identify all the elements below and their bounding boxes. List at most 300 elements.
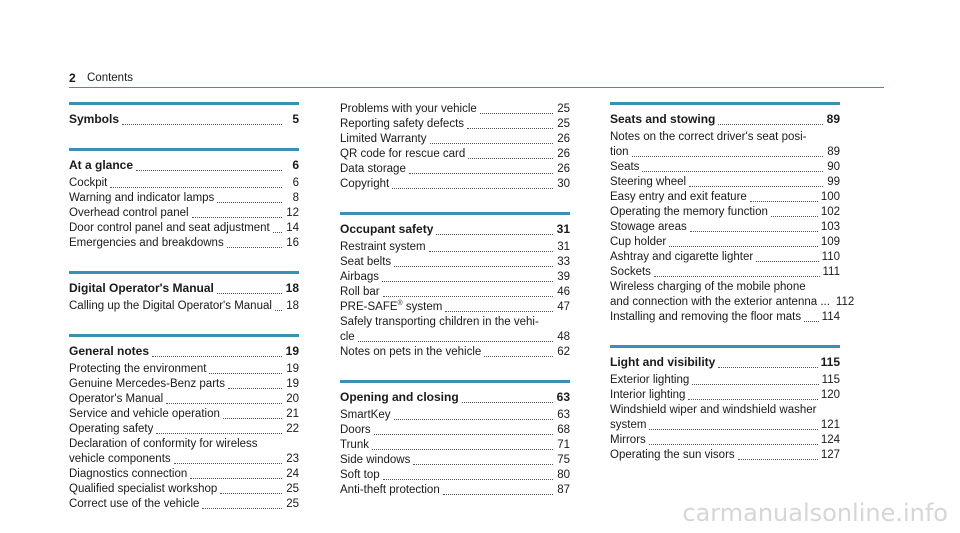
toc-entry[interactable]: [69, 437, 299, 452]
section-rule: [69, 102, 299, 105]
entry-text: Genuine Mercedes-Benz parts: [69, 378, 225, 390]
entry-title: [610, 250, 753, 265]
dot-leader: [467, 118, 553, 129]
entry-title: [610, 235, 666, 250]
entry-title: [340, 483, 440, 498]
section-rule: [69, 334, 299, 337]
toc-section: [69, 102, 299, 128]
toc-section: [69, 148, 299, 251]
entry-text: Operating the sun visors: [610, 449, 735, 461]
dot-leader: [275, 300, 282, 311]
toc-entry[interactable]: [610, 190, 840, 205]
heading-title: General notes: [69, 344, 150, 358]
toc-entry[interactable]: [340, 147, 570, 162]
toc-entry[interactable]: [610, 295, 855, 310]
entry-text: and connection with the exterior antenna ...: [610, 296, 830, 308]
entry-text: tion: [610, 146, 629, 158]
dot-leader: [804, 311, 819, 322]
heading-page: 31: [556, 222, 570, 236]
entry-text: Anti-theft protection: [340, 484, 440, 496]
dot-leader: [358, 331, 553, 342]
entry-title: [340, 132, 427, 147]
dot-leader: [718, 114, 823, 125]
entry-text: Windshield wiper and windshield washer: [610, 404, 817, 416]
entry-text: Cockpit: [69, 177, 108, 189]
entry-title: [69, 191, 214, 206]
entry-text: Calling up the Digital Operator's Manual: [69, 300, 272, 312]
entry-page: 71: [557, 439, 570, 451]
entry-text: Qualified specialist workshop: [69, 483, 218, 495]
dot-leader: [394, 409, 554, 420]
dot-leader: [718, 357, 817, 368]
toc-section: [69, 334, 299, 512]
entry-title: [69, 452, 171, 467]
entry-text: PRE-SAFE: [340, 301, 398, 313]
entry-text: Trunk: [340, 439, 369, 451]
entry-page: 124: [820, 434, 840, 446]
section-rule: [69, 271, 299, 274]
heading-page: 63: [556, 390, 570, 404]
toc-heading[interactable]: [340, 220, 570, 238]
entry-page: 33: [557, 256, 570, 268]
entry-page: 103: [820, 221, 840, 233]
entry-page: 30: [557, 178, 570, 190]
dot-leader: [217, 283, 282, 294]
entry-page: 120: [820, 389, 840, 401]
toc-heading[interactable]: [610, 110, 840, 128]
toc-entry[interactable]: [69, 191, 299, 206]
entry-title: [69, 176, 107, 191]
dot-leader: [480, 103, 553, 114]
dot-leader: [771, 206, 818, 217]
watermark: carmanualsonline.info: [682, 499, 948, 527]
entry-title: [69, 236, 224, 251]
toc-entry[interactable]: [340, 270, 570, 285]
entry-text: system: [610, 419, 647, 431]
entry-title: [610, 160, 639, 175]
entry-page: 18: [286, 300, 299, 312]
dot-leader: [192, 207, 282, 218]
heading-title: Seats and stowing: [610, 112, 716, 126]
entry-title: [610, 145, 629, 160]
toc-entry[interactable]: [340, 423, 570, 438]
entry-title: [340, 117, 464, 132]
dot-leader: [632, 146, 823, 157]
dot-leader: [654, 266, 820, 277]
toc-column-2: [340, 102, 570, 518]
dot-leader: [468, 148, 553, 159]
toc-entry[interactable]: [610, 448, 840, 463]
entry-text: Roll bar: [340, 286, 380, 298]
entry-page: 25: [286, 498, 299, 510]
entry-text: Wireless charging of the mobile phone: [610, 281, 806, 293]
toc-entry[interactable]: [340, 408, 570, 423]
entry-text: Data storage: [340, 163, 406, 175]
dot-leader: [152, 346, 282, 357]
toc-entry[interactable]: [69, 377, 299, 392]
toc-section: [340, 212, 570, 360]
dot-leader: [220, 483, 282, 494]
entry-page: 6: [292, 177, 299, 189]
entry-text-suffix: system: [402, 301, 443, 313]
entry-title: [610, 433, 646, 448]
toc-entry[interactable]: [340, 315, 570, 330]
entry-page: 25: [286, 483, 299, 495]
entry-text: Reporting safety defects: [340, 118, 465, 130]
entry-title: [610, 418, 646, 433]
toc-entry[interactable]: [610, 235, 840, 250]
entry-title: [610, 175, 686, 190]
dot-leader: [383, 469, 553, 480]
dot-leader: [217, 192, 282, 203]
dot-leader: [738, 449, 818, 460]
entry-page: 39: [557, 271, 570, 283]
toc-entry[interactable]: [69, 221, 299, 236]
entry-title: [69, 467, 187, 482]
entry-page: 111: [822, 266, 840, 278]
entry-text: Installing and removing the floor mats: [610, 311, 802, 323]
entry-text: Operating safety: [69, 423, 154, 435]
dot-leader: [374, 424, 553, 435]
entry-page: 12: [286, 207, 299, 219]
entry-text: Door control panel and seat adjustment: [69, 222, 270, 234]
entry-page: 114: [821, 311, 840, 323]
entry-page: 115: [821, 374, 840, 386]
entry-page: 87: [557, 484, 570, 496]
entry-page: 26: [557, 133, 570, 145]
dot-leader: [383, 286, 553, 297]
entry-title: [340, 285, 380, 300]
entry-text: Restraint system: [340, 241, 426, 253]
entry-title: [69, 362, 206, 377]
heading-title: At a glance: [69, 158, 134, 172]
entry-text: Seat belts: [340, 256, 392, 268]
dot-leader: [413, 454, 553, 465]
dot-leader: [223, 408, 282, 419]
heading-title: Symbols: [69, 112, 120, 126]
entry-text: Side windows: [340, 454, 411, 466]
entry-title: [340, 147, 465, 162]
dot-leader: [166, 393, 282, 404]
entry-title: [340, 162, 406, 177]
entry-title: [340, 408, 391, 423]
toc-heading[interactable]: [69, 156, 299, 174]
toc-column-3: [610, 102, 855, 483]
entry-title: [340, 330, 355, 345]
dot-leader: [750, 191, 818, 202]
toc-entry[interactable]: [69, 236, 299, 251]
toc-entry[interactable]: [69, 176, 299, 191]
toc-column-1: [69, 102, 299, 532]
dot-leader: [190, 468, 282, 479]
entry-text: Interior lighting: [610, 389, 686, 401]
toc-entry[interactable]: [610, 250, 840, 265]
entry-title: [610, 295, 830, 310]
toc-entry[interactable]: [610, 220, 840, 235]
heading-page: 6: [292, 158, 299, 172]
entry-text: Easy entry and exit feature: [610, 191, 747, 203]
heading-page: 5: [292, 112, 299, 126]
toc-heading[interactable]: [340, 388, 570, 406]
toc-entry[interactable]: [340, 240, 570, 255]
toc-entry[interactable]: [340, 177, 570, 192]
toc-entry[interactable]: [69, 422, 299, 437]
dot-leader: [462, 392, 553, 403]
entry-title: [340, 453, 410, 468]
dot-leader: [756, 251, 818, 262]
toc-section: [340, 102, 570, 192]
entry-text: Operating the memory function: [610, 206, 768, 218]
entry-title: [340, 345, 481, 360]
toc-entry[interactable]: [69, 482, 299, 497]
dot-leader: [436, 224, 553, 235]
toc-entry[interactable]: [69, 467, 299, 482]
entry-page: 102: [820, 206, 840, 218]
toc-heading[interactable]: [69, 342, 299, 360]
heading-page: 19: [285, 344, 299, 358]
entry-page: 109: [820, 236, 840, 248]
dot-leader: [669, 236, 818, 247]
entry-title: [340, 240, 426, 255]
dot-leader: [484, 346, 553, 357]
entry-page: 99: [827, 176, 840, 188]
entry-title: [69, 392, 163, 407]
heading-title: Digital Operator's Manual: [69, 281, 214, 295]
entry-text: QR code for rescue card: [340, 148, 466, 160]
entry-page: 90: [827, 161, 840, 173]
toc-entry[interactable]: [340, 285, 570, 300]
entry-text: Airbags: [340, 271, 379, 283]
dot-leader: [394, 256, 553, 267]
toc-entry[interactable]: [340, 102, 570, 117]
entry-page: 22: [286, 423, 299, 435]
heading-page: 89: [826, 112, 840, 126]
dot-leader: [649, 419, 817, 430]
toc-entry[interactable]: [340, 483, 570, 498]
toc-entry[interactable]: [610, 130, 840, 145]
entry-text: Overhead control panel: [69, 207, 189, 219]
entry-page: 20: [286, 393, 299, 405]
dot-leader: [642, 161, 823, 172]
dot-leader: [692, 374, 818, 385]
entry-text: Ashtray and cigarette lighter: [610, 251, 754, 263]
entry-page: 75: [557, 454, 570, 466]
toc-entry[interactable]: [340, 300, 570, 315]
toc-entry[interactable]: [340, 453, 570, 468]
entry-title: [340, 438, 369, 453]
entry-page: 46: [557, 286, 570, 298]
toc-heading[interactable]: [69, 279, 299, 297]
dot-leader: [649, 434, 818, 445]
entry-title: [340, 300, 442, 315]
dot-leader: [688, 389, 817, 400]
entry-text: vehicle components: [69, 453, 171, 465]
entry-title: [340, 177, 389, 192]
page-header: [69, 71, 884, 87]
entry-title: [610, 281, 806, 293]
toc-heading[interactable]: [610, 353, 840, 371]
toc-entry[interactable]: [340, 117, 570, 132]
entry-title: [69, 206, 189, 221]
entry-page: 48: [557, 331, 570, 343]
entry-page: 80: [557, 469, 570, 481]
toc-heading[interactable]: [69, 110, 299, 128]
dot-leader: [227, 237, 282, 248]
toc-entry[interactable]: [69, 299, 299, 314]
toc-entry[interactable]: [610, 310, 840, 325]
dot-leader: [209, 363, 282, 374]
dot-leader: [136, 160, 282, 171]
toc-entry[interactable]: [69, 392, 299, 407]
entry-page: 62: [557, 346, 570, 358]
entry-page: 24: [286, 468, 299, 480]
entry-page: 121: [820, 419, 840, 431]
toc-entry[interactable]: [69, 407, 299, 422]
entry-title: [340, 316, 539, 328]
toc-entry[interactable]: [340, 438, 570, 453]
entry-page: 127: [820, 449, 840, 461]
section-rule: [610, 102, 840, 105]
toc-entry[interactable]: [69, 497, 299, 512]
section-rule: [340, 212, 570, 215]
dot-leader: [689, 176, 823, 187]
dot-leader: [122, 114, 282, 125]
entry-page: 31: [557, 241, 570, 253]
entry-page: 8: [292, 192, 299, 204]
toc-entry[interactable]: [610, 145, 840, 160]
entry-text: Copyright: [340, 178, 390, 190]
entry-title: [610, 265, 651, 280]
toc-entry[interactable]: [340, 345, 570, 360]
toc-section: [610, 345, 840, 463]
entry-title: [69, 377, 225, 392]
entry-text: Operator's Manual: [69, 393, 164, 405]
entry-text: Soft top: [340, 469, 380, 481]
toc-entry[interactable]: [69, 362, 299, 377]
toc-entry[interactable]: [610, 205, 840, 220]
entry-title: [69, 407, 220, 422]
entry-page: 68: [557, 424, 570, 436]
entry-text: Declaration of conformity for wireless: [69, 438, 258, 450]
dot-leader: [445, 301, 553, 312]
toc-entry[interactable]: [610, 160, 840, 175]
entry-text: Protecting the environment: [69, 363, 207, 375]
section-rule: [340, 380, 570, 383]
toc-section: [610, 102, 855, 325]
entry-text: Sockets: [610, 266, 651, 278]
dot-leader: [372, 439, 553, 450]
toc-entry[interactable]: [610, 418, 840, 433]
toc-entry[interactable]: [610, 175, 840, 190]
header-label: Contents: [87, 72, 134, 84]
entry-text: Mirrors: [610, 434, 646, 446]
entry-title: [610, 404, 816, 416]
entry-page: 16: [286, 237, 299, 249]
toc-section: [69, 271, 299, 314]
entry-text: Emergencies and breakdowns: [69, 237, 224, 249]
dot-leader: [430, 133, 554, 144]
entry-page: 63: [557, 409, 570, 421]
dot-leader: [382, 271, 553, 282]
toc-entry[interactable]: [610, 265, 840, 280]
entry-page: 19: [286, 378, 299, 390]
heading-title: Opening and closing: [340, 390, 459, 404]
toc-entry[interactable]: [610, 280, 840, 295]
toc-entry[interactable]: [610, 403, 840, 418]
dot-leader: [273, 222, 282, 233]
heading-title: Occupant safety: [340, 222, 434, 236]
registered-mark: ®: [397, 300, 403, 308]
dot-leader: [392, 178, 553, 189]
dot-leader: [110, 177, 282, 188]
entry-page: 100: [820, 191, 840, 203]
dot-leader: [202, 498, 282, 509]
entry-text: Doors: [340, 424, 371, 436]
entry-title: [69, 299, 272, 314]
toc-entry[interactable]: [69, 206, 299, 221]
entry-title: [610, 220, 687, 235]
entry-page: 21: [286, 408, 299, 420]
entry-title: [340, 270, 379, 285]
entry-text: Problems with your vehicle: [340, 103, 477, 115]
toc-section: [340, 380, 570, 498]
entry-page: 25: [557, 118, 570, 130]
entry-page: 26: [557, 148, 570, 160]
header-rule: [69, 87, 884, 88]
entry-title: [69, 482, 217, 497]
entry-text: Stowage areas: [610, 221, 687, 233]
entry-text: cle: [340, 331, 355, 343]
entry-title: [610, 448, 735, 463]
toc-entry[interactable]: [340, 132, 570, 147]
entry-title: [340, 423, 371, 438]
toc-entry[interactable]: [340, 162, 570, 177]
toc-entry[interactable]: [610, 388, 840, 403]
entry-text: SmartKey: [340, 409, 391, 421]
entry-title: [610, 205, 768, 220]
entry-page: 110: [821, 251, 840, 263]
entry-text: Notes on the correct driver's seat posi-: [610, 131, 807, 143]
dot-leader: [409, 163, 553, 174]
entry-title: [69, 497, 199, 512]
entry-page: 89: [827, 146, 840, 158]
toc-entry[interactable]: [610, 433, 840, 448]
entry-title: [610, 373, 689, 388]
entry-title: [69, 422, 153, 437]
section-rule: [610, 345, 840, 348]
toc-entry[interactable]: [340, 255, 570, 270]
entry-text: Cup holder: [610, 236, 667, 248]
dot-leader: [156, 423, 282, 434]
dot-leader: [443, 484, 553, 495]
entry-title: [610, 131, 807, 143]
page-number: 2: [69, 71, 76, 85]
toc-entry[interactable]: [610, 373, 840, 388]
section-rule: [69, 148, 299, 151]
heading-page: 115: [820, 355, 840, 369]
entry-page: 112: [835, 296, 855, 308]
entry-text: Seats: [610, 161, 640, 173]
heading-page: 18: [285, 281, 299, 295]
entry-text: Diagnostics connection: [69, 468, 188, 480]
entry-title: [610, 190, 747, 205]
entry-title: [610, 388, 685, 403]
entry-text: Exterior lighting: [610, 374, 690, 386]
toc-entry[interactable]: [340, 330, 570, 345]
toc-entry[interactable]: [340, 468, 570, 483]
toc-entry[interactable]: [69, 452, 299, 467]
entry-text: Limited Warranty: [340, 133, 427, 145]
